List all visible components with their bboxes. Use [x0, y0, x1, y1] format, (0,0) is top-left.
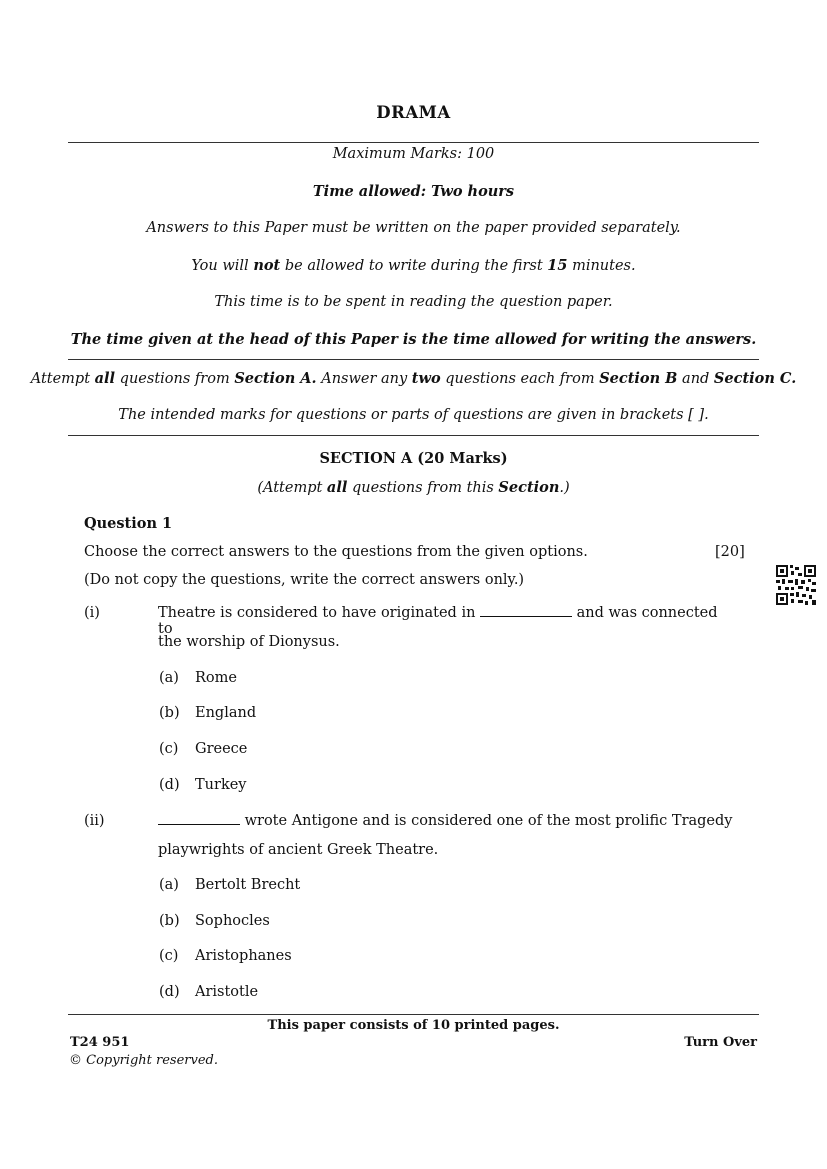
turn-over: Turn Over	[684, 1035, 757, 1050]
instruction-answers: Answers to this Paper must be written on the paper provided separately.	[146, 220, 681, 236]
option-text: Turkey	[195, 777, 247, 793]
option-label: (d)	[159, 777, 180, 793]
attempt-instruction: Attempt all questions from Section A. Answer any two questions each from Section B and Section C.	[30, 370, 797, 387]
option-label: (c)	[159, 948, 179, 964]
option-text: England	[195, 705, 257, 721]
subquestion-text: wrote Antigone and is considered one of the most prolific Tragedy	[158, 813, 718, 829]
option-text: Bertolt Brecht	[195, 877, 301, 893]
paper-title: DRAMA	[376, 103, 451, 122]
subquestion-number: (i)	[84, 605, 100, 621]
qr-code-icon	[776, 565, 816, 605]
question-note: (Do not copy the questions, write the correct answers only.)	[84, 572, 525, 588]
question-instruction: Choose the correct answers to the questions from the given options.	[84, 544, 588, 560]
option-text: Rome	[195, 670, 237, 686]
section-a-subheading: (Attempt all questions from this Section.)	[257, 479, 570, 496]
option-label: (a)	[159, 670, 179, 686]
subquestion-number: (ii)	[84, 813, 105, 829]
instruction-reading-time: You will not be allowed to write during the first 15 minutes.	[191, 257, 636, 274]
paper-code: T24 951	[70, 1035, 130, 1050]
divider	[68, 435, 759, 436]
copyright: © Copyright reserved.	[69, 1053, 218, 1068]
option-text: Aristotle	[195, 984, 259, 1000]
question-label: Question 1	[84, 515, 173, 532]
option-text: Sophocles	[195, 913, 270, 929]
time-allowed: Time allowed: Two hours	[312, 183, 515, 200]
footer-divider	[68, 1014, 759, 1015]
answer-blank	[158, 813, 240, 825]
option-text: Aristophanes	[195, 948, 292, 964]
instruction-spent: This time is to be spent in reading the question paper.	[214, 294, 613, 310]
max-marks: Maximum Marks: 100	[332, 146, 495, 162]
option-text: Greece	[195, 741, 248, 757]
option-label: (c)	[159, 741, 179, 757]
subquestion-text-continued: the worship of Dionysus.	[158, 634, 340, 650]
subquestion-text-continued: playwrights of ancient Greek Theatre.	[158, 842, 439, 858]
intended-marks-note: The intended marks for questions or parts of questions are given in brackets [ ].	[118, 407, 709, 423]
option-label: (b)	[159, 913, 180, 929]
option-label: (a)	[159, 877, 179, 893]
instruction-head: The time given at the head of this Paper is the time allowed for writing the answers.	[70, 331, 757, 348]
option-label: (d)	[159, 984, 180, 1000]
section-a-heading: SECTION A (20 Marks)	[319, 450, 508, 467]
subquestion-text: Theatre is considered to have originated in and was connected to	[158, 605, 718, 637]
question-marks: [20]	[715, 544, 745, 560]
page-count: This paper consists of 10 printed pages.	[267, 1018, 560, 1033]
option-label: (b)	[159, 705, 180, 721]
divider	[68, 142, 759, 143]
divider	[68, 359, 759, 360]
answer-blank	[480, 605, 572, 617]
